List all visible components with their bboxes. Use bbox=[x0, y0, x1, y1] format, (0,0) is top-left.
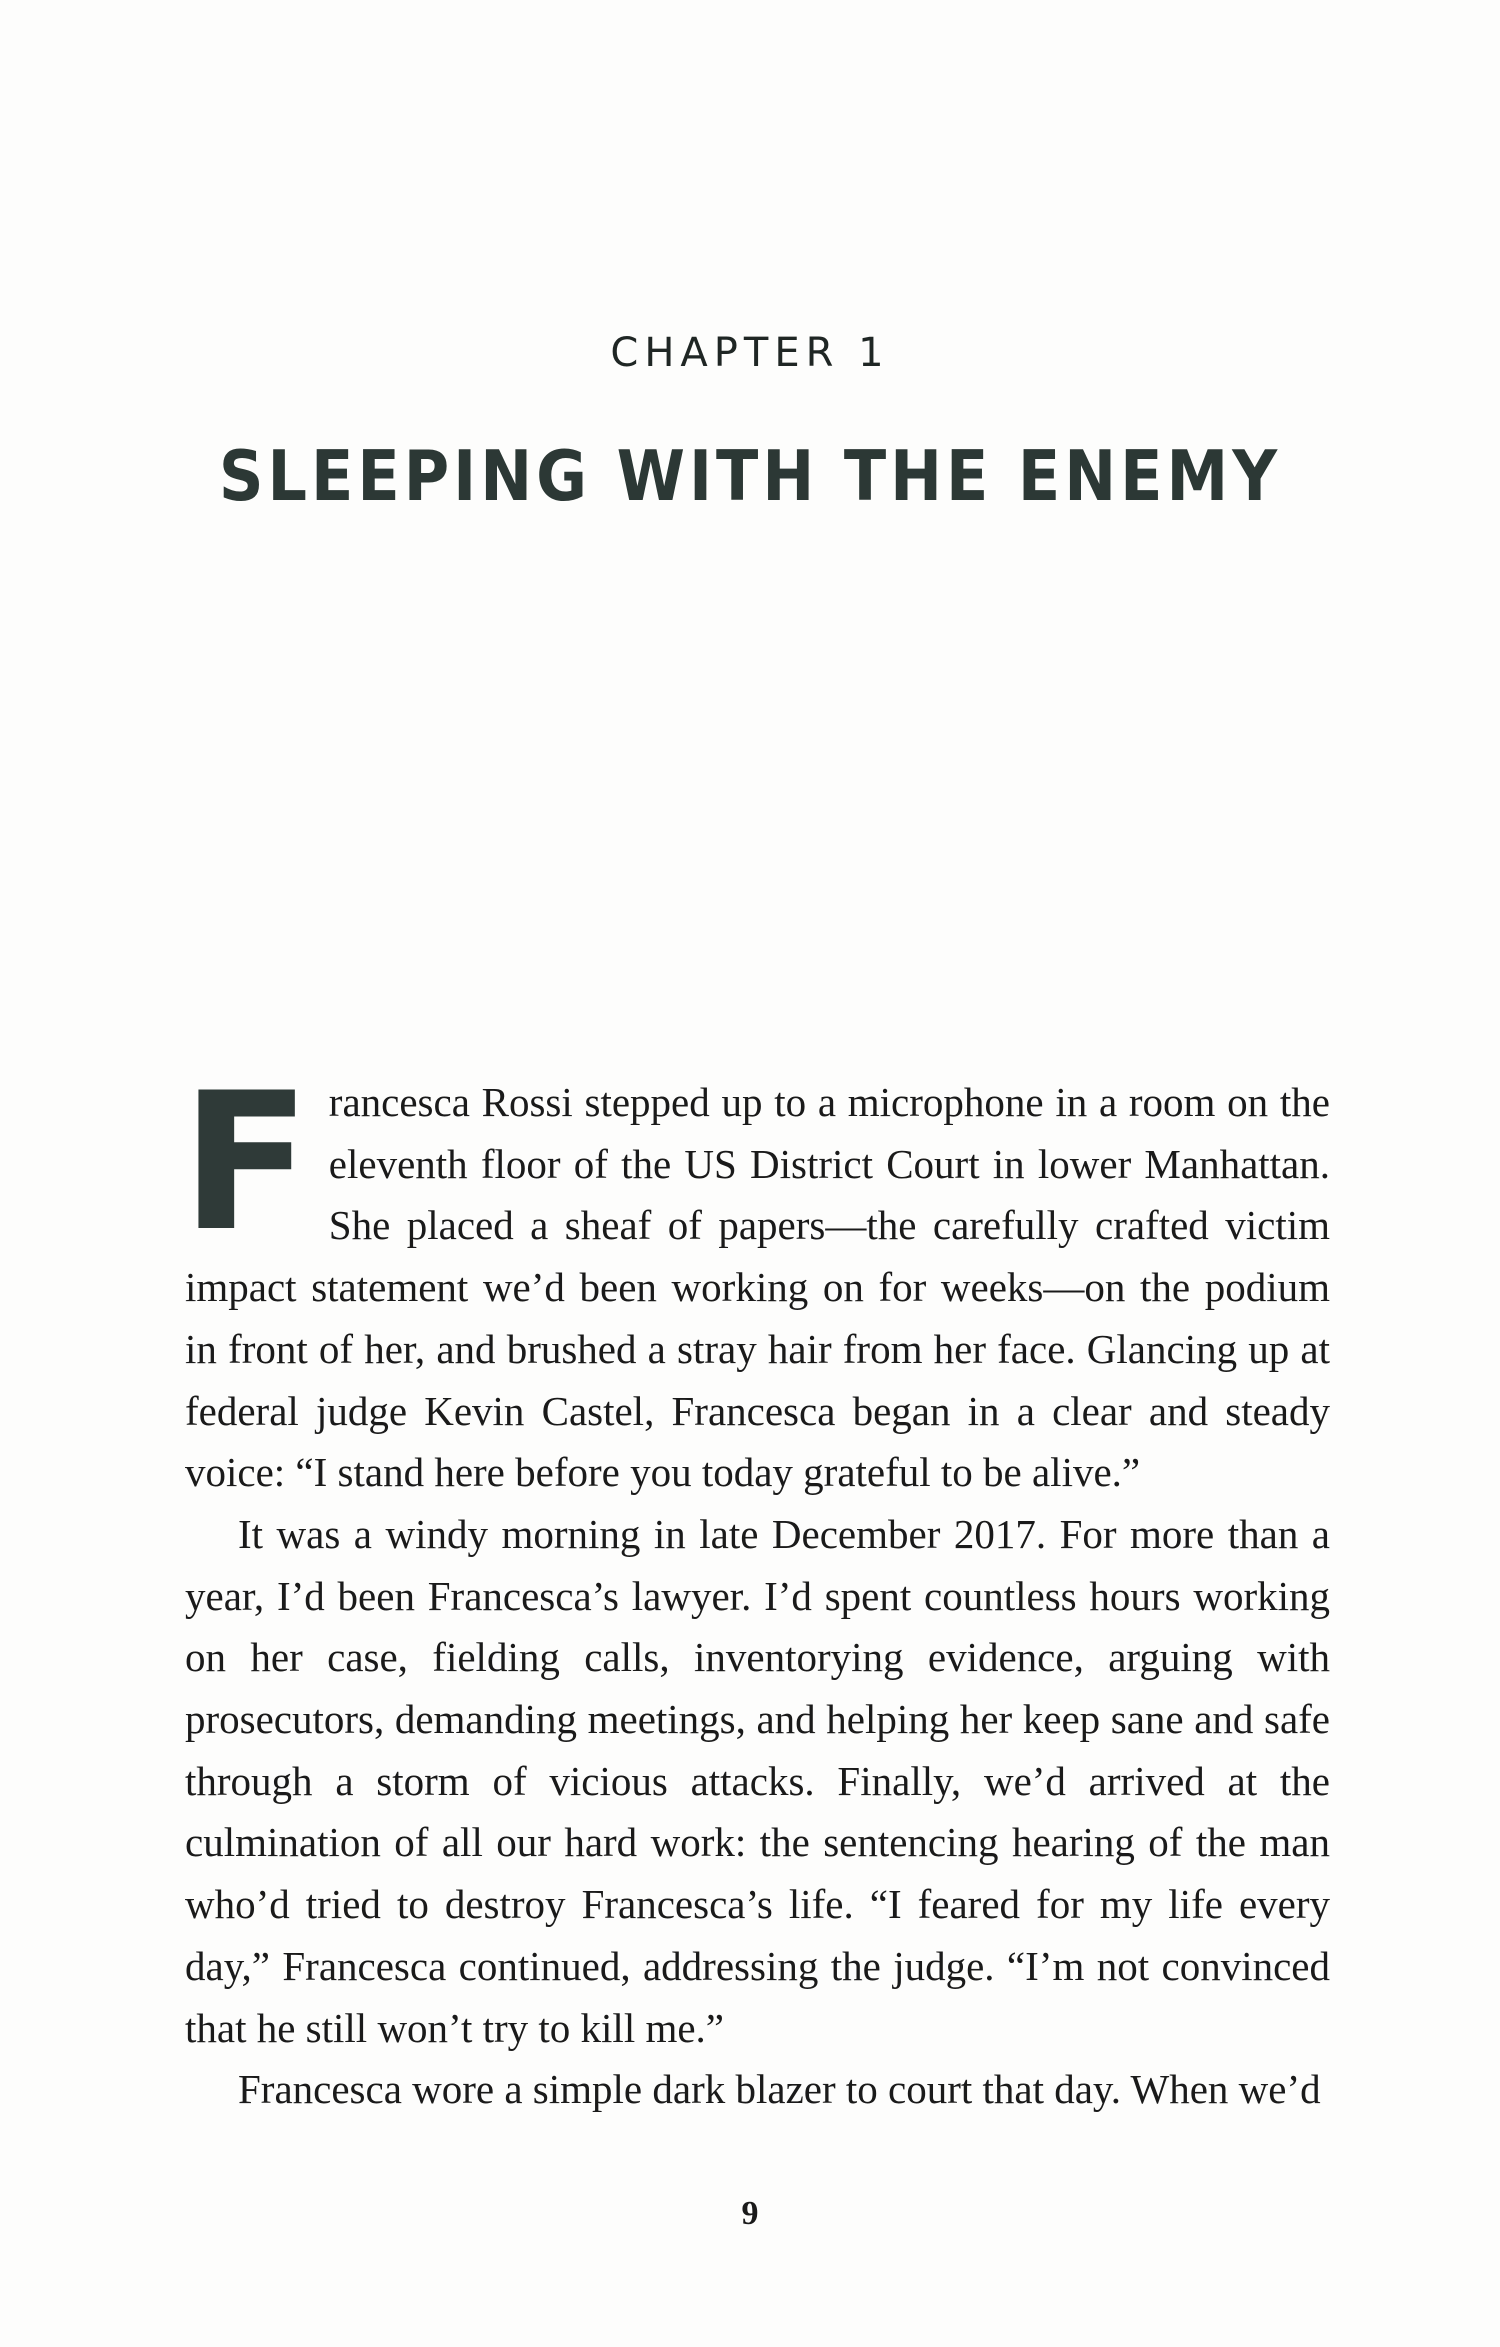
drop-cap: F bbox=[181, 1052, 311, 1273]
chapter-label: CHAPTER 1 bbox=[610, 330, 890, 376]
paragraph-2: It was a windy morning in late December 2017. For more than a year, I’d been Francesca’s lawyer. I’d spent countless hours working on her case, fielding calls, inventorying evidence, arguing with prosecutors, demanding meetings, and helping her keep sane and safe through a storm of vicious attacks. Finally, we’d arrived at the culmination of all our hard work: the sentencing hearing of the man who’d tried to destroy Francesca’s life. “I feared for my life every day,” Francesca continued, addressing the judge. “I’m not convinced that he still won’t try to kill me.” bbox=[185, 1510, 1330, 2051]
paragraph-1-text: rancesca Rossi stepped up to a microphone in a room on the eleventh floor of the US District Court in lower Manhattan. She placed a sheaf of papers—the carefully crafted victim impact statement we’d been working on for weeks—on the podium in front of her, and brushed a stray hair from her face. Glancing up at federal judge Kevin Castel, Francesca began in a clear and steady voice: “I stand here before you today grateful to be alive.” bbox=[185, 1079, 1330, 1496]
chapter-title: SLEEPING WITH THE ENEMY bbox=[218, 435, 1282, 517]
paragraph-3: Francesca wore a simple dark blazer to court that day. When we’d bbox=[238, 2066, 1321, 2113]
paragraph-1 bbox=[181, 1052, 1330, 1504]
body-text bbox=[181, 1052, 1330, 2121]
page-number: 9 bbox=[741, 2195, 759, 2232]
